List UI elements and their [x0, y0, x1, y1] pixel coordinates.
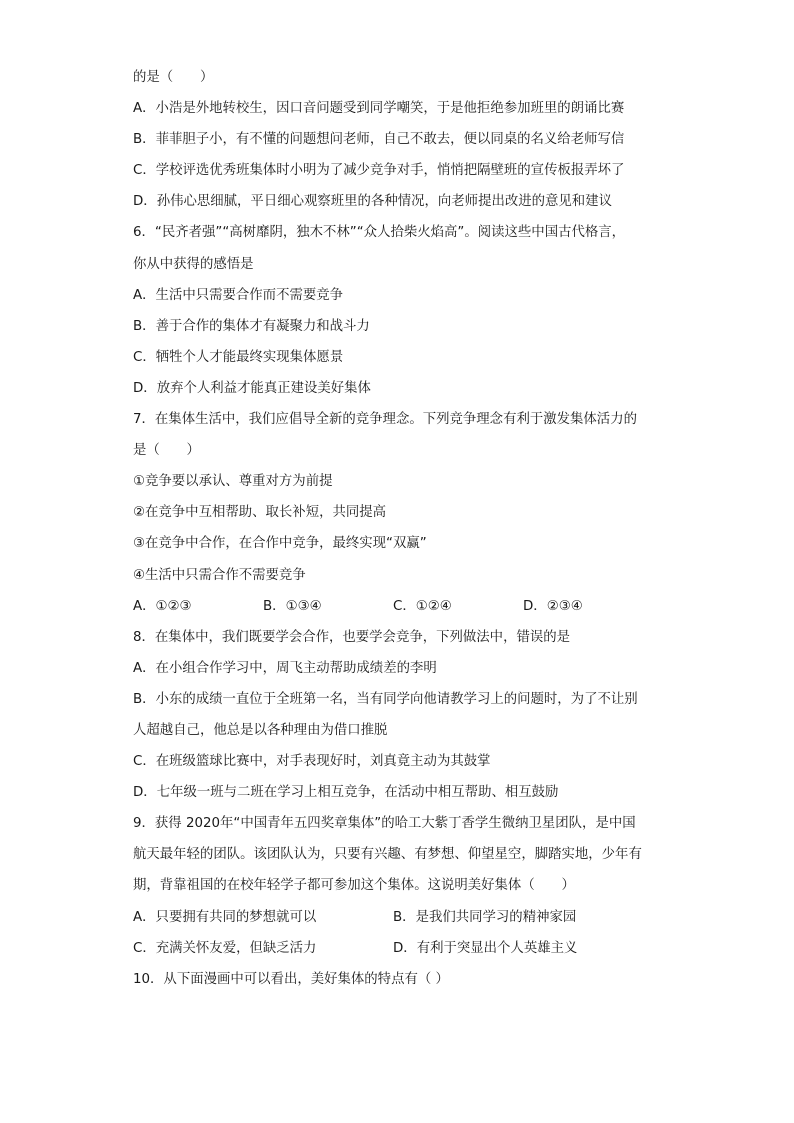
- q6-option-c: C．牺牲个人才能最终实现集体愿景: [133, 349, 344, 365]
- page-content: [133, 62, 663, 995]
- q9-option-d: D．有利于突显出个人英雄主义: [393, 940, 578, 956]
- q7-option-d: D．②③④: [523, 598, 583, 614]
- q6-option-b: B．善于合作的集体才有凝聚力和战斗力: [133, 318, 370, 334]
- q5-option-a: A．小浩是外地转校生，因口音问题受到同学嘲笑，于是他拒绝参加班里的朗诵比赛: [133, 101, 625, 117]
- q9-options-row-2: [133, 933, 653, 964]
- q8-stem: 8．在集体中，我们既要学会合作，也要学会竞争，下列做法中，错误的是: [133, 629, 571, 645]
- q9-stem-line-1: 9．获得 2020年“中国青年五四奖章集体”的哈工大紫丁香学生微纳卫星团队，是中国: [133, 816, 636, 832]
- q7-option-a: A．①②③: [133, 598, 192, 614]
- q6-stem-line-1: 6．“民齐者强”“高树靡阴，独木不林”“众人拾柴火焰高”。阅读这些中国古代格言，: [133, 225, 626, 241]
- q8-option-b-line-2: 人超越自己，他总是以各种理由为借口推脱: [133, 722, 388, 738]
- q10-stem: 10．从下面漫画中可以看出，美好集体的特点有（ ）: [133, 971, 449, 987]
- q8-option-a: A．在小组合作学习中，周飞主动帮助成绩差的李明: [133, 660, 437, 676]
- q7-stem-line-1: 7．在集体生活中，我们应倡导全新的竞争理念。下列竞争理念有利于激发集体活力的: [133, 412, 637, 428]
- q9-option-a: A．只要拥有共同的梦想就可以: [133, 909, 317, 925]
- q7-option-c: C．①②④: [393, 598, 452, 614]
- q6-option-a: A．生活中只需要合作而不需要竞争: [133, 287, 344, 303]
- q5-stem-tail: 的是（ ）: [133, 70, 214, 85]
- q5-option-d: D．孙伟心思细腻，平日细心观察班里的各种情况，向老师提出改进的意见和建议: [133, 194, 612, 210]
- q7-item-1: ①竞争要以承认、尊重对方为前提: [133, 474, 333, 490]
- q9-stem-line-3: 期，背靠祖国的在校年轻学子都可参加这个集体。这说明美好集体（ ）: [133, 878, 575, 894]
- q8-option-d: D．七年级一班与二班在学习上相互竞争，在活动中相互帮助、相互鼓励: [133, 785, 559, 801]
- q8-option-c: C．在班级篮球比赛中，对手表现好时，刘真竟主动为其鼓掌: [133, 754, 491, 770]
- q7-item-4: ④生活中只需合作不需要竞争: [133, 567, 306, 583]
- q5-option-b: B．菲菲胆子小，有不懂的问题想问老师，自己不敢去，便以同桌的名义给老师写信: [133, 132, 625, 148]
- q9-options-row-1: [133, 902, 653, 933]
- q6-stem-line-2: 你从中获得的感悟是: [133, 256, 254, 272]
- q9-option-b: B．是我们共同学习的精神家园: [393, 909, 577, 925]
- q9-option-c: C．充满关怀友爱，但缺乏活力: [133, 940, 317, 956]
- q7-stem-line-2: 是（ ）: [133, 443, 200, 459]
- q9-stem-line-2: 航天最年轻的团队。该团队认为，只要有兴趣、有梦想、仰望星空，脚踏实地，少年有: [133, 847, 642, 863]
- q8-option-b-line-1: B．小东的成绩一直位于全班第一名，当有同学向他请教学习上的问题时，为了不让别: [133, 691, 638, 707]
- q7-option-b: B．①③④: [263, 598, 322, 614]
- q5-option-c: C．学校评选优秀班集体时小明为了减少竞争对手，悄悄把隔壁班的宣传板报弄坏了: [133, 163, 625, 179]
- q7-item-3: ③在竞争中合作，在合作中竞争，最终实现“双赢”: [133, 536, 427, 552]
- q6-option-d: D．放弃个人利益才能真正建设美好集体: [133, 380, 371, 396]
- q7-options-row: [133, 591, 653, 622]
- q7-item-2: ②在竞争中互相帮助、取长补短，共同提高: [133, 505, 387, 521]
